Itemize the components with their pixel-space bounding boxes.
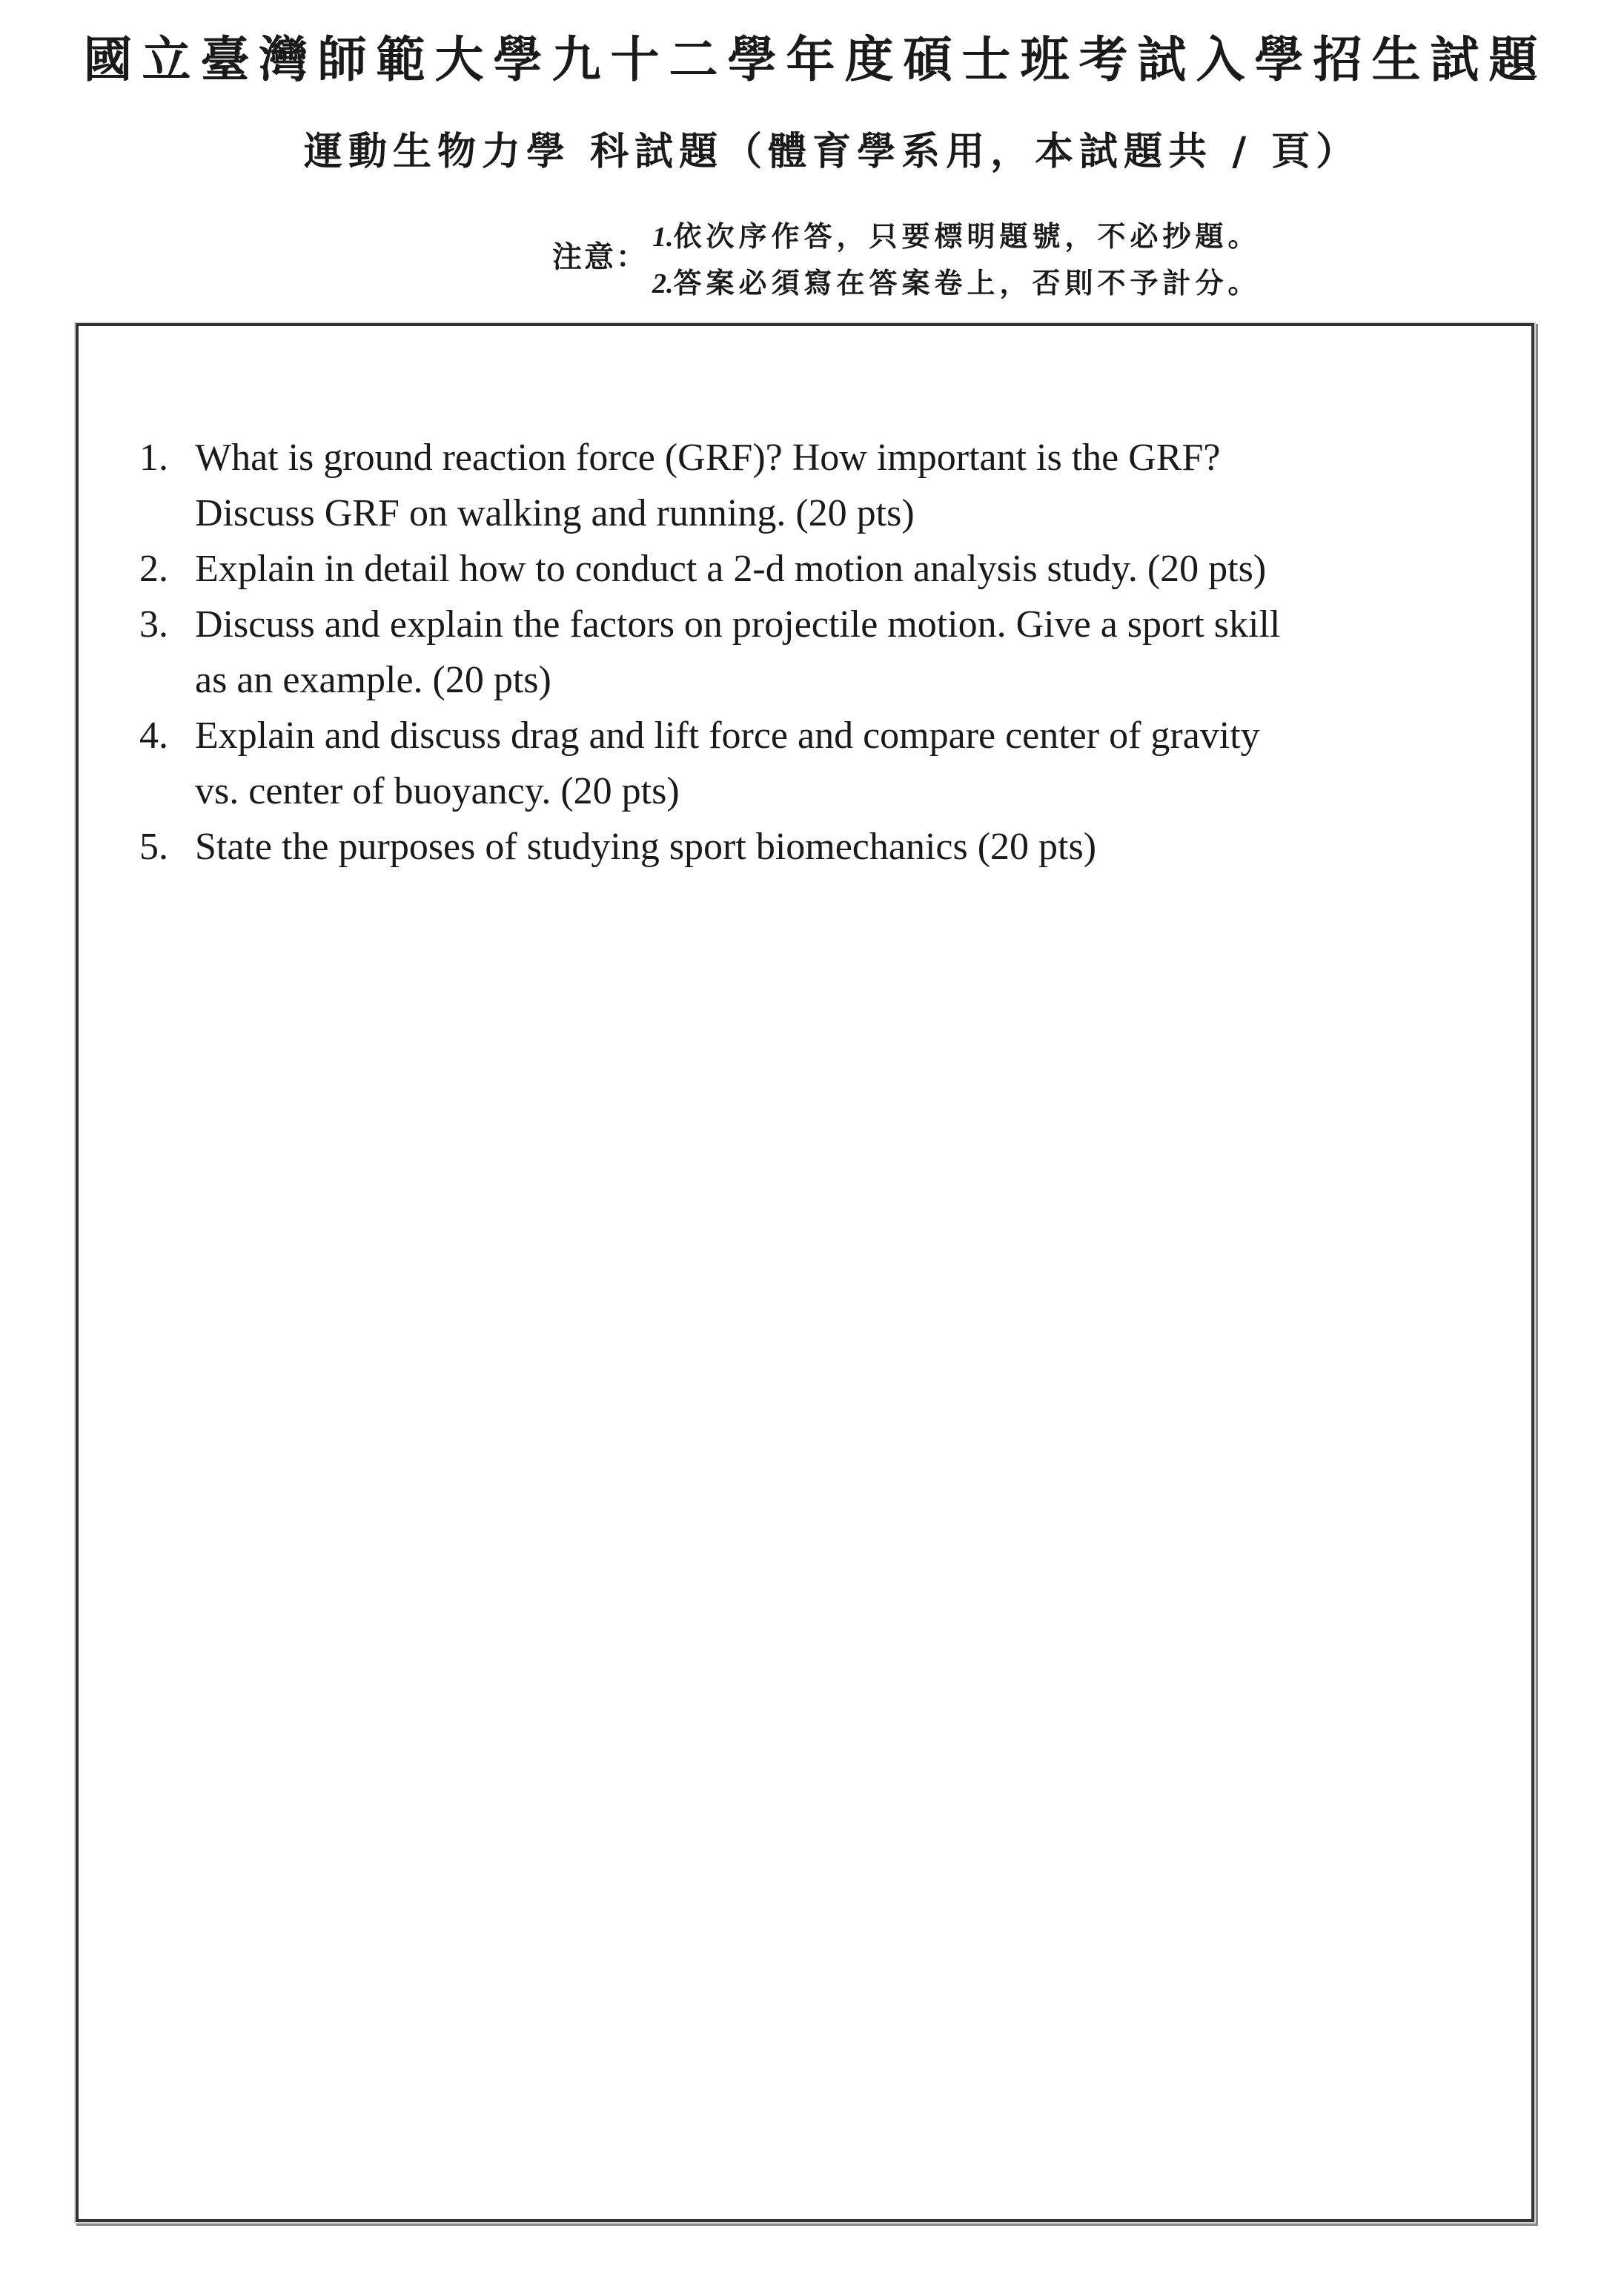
note-number: 2. — [652, 268, 674, 299]
question-line: Discuss and explain the factors on projectile motion. Give a sport skill — [195, 603, 1281, 646]
question-number: 3. — [139, 603, 168, 646]
question-line: Explain in detail how to conduct a 2-d motion analysis study. (20 pts) — [195, 548, 1267, 590]
question-text — [195, 430, 1220, 541]
note-item — [652, 213, 1261, 260]
question-list — [139, 430, 1280, 875]
question-number: 1. — [139, 437, 168, 479]
note-number: 1. — [652, 222, 674, 253]
question-item — [139, 597, 1280, 708]
question-line: Explain and discuss drag and lift force and compare center of gravity — [195, 715, 1260, 757]
question-text — [195, 819, 1096, 875]
question-text — [195, 708, 1260, 819]
question-line: What is ground reaction force (GRF)? How important is the GRF? — [195, 437, 1221, 479]
question-item — [139, 430, 1280, 541]
question-item — [139, 541, 1280, 597]
note-item — [652, 260, 1261, 307]
question-frame — [76, 323, 1534, 2222]
notes-list — [652, 213, 1261, 307]
question-text — [195, 541, 1266, 597]
page-title: 國立臺灣師範大學九十二學年度碩士班考試入學招生試題 — [83, 30, 1548, 88]
question-text — [195, 597, 1280, 708]
question-line: as an example. (20 pts) — [195, 659, 551, 701]
exam-subtitle: 運動生物力學 科試題（體育學系用，本試題共 / 頁） — [304, 129, 1361, 174]
question-item — [139, 819, 1280, 875]
notes-label: 注意： — [552, 239, 648, 274]
question-number: 2. — [139, 548, 168, 590]
question-number: 4. — [139, 715, 168, 757]
note-text: 依次序作答，只要標明題號，不必抄題。 — [673, 219, 1261, 253]
note-text: 答案必須寫在答案卷上，否則不予計分。 — [673, 266, 1261, 299]
question-line: vs. center of buoyancy. (20 pts) — [195, 770, 680, 812]
question-line: State the purposes of studying sport biomechanics (20 pts) — [195, 826, 1097, 868]
question-number: 5. — [139, 826, 168, 868]
question-item — [139, 708, 1280, 819]
question-line: Discuss GRF on walking and running. (20 pts) — [195, 492, 915, 534]
